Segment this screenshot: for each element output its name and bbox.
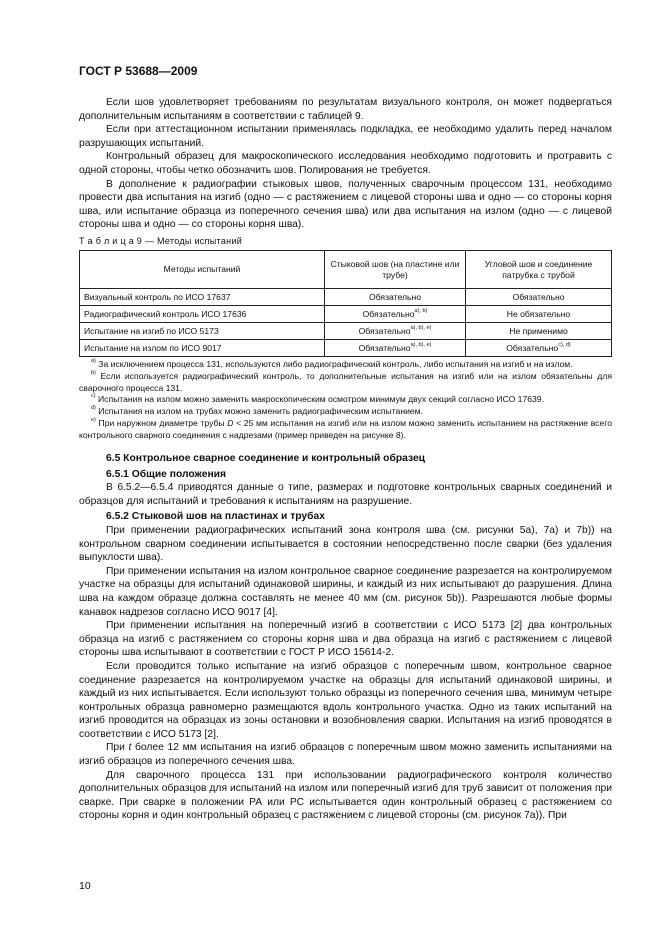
footnote-text: При наружном диаметре трубы (98, 417, 228, 428)
method-cell: Испытание на излом по ИСО 9017 (80, 340, 325, 357)
fillet-weld-cell (466, 306, 612, 323)
section-6-5 (79, 452, 612, 823)
text-run: При (106, 742, 129, 754)
cell-value: Обязательно (369, 292, 421, 302)
fillet-weld-cell (466, 340, 612, 357)
subsection-heading: 6.5.2 Стыковой шов на пластинах и трубах (106, 511, 325, 523)
footnote (79, 371, 612, 395)
footnote-text: За исключением процесса 131, используются либо радиографический контроль, либо испытания на изгиб и на излом. (98, 359, 573, 369)
footnote-ref: a), b) (414, 308, 428, 314)
footnote (79, 394, 612, 406)
paragraph: При применении радиографических испытаний зона контроля шва (см. рисунки 5а), 7а) и 7b)) на контрольном сварном соединении испытывается в состоянии непосредственно после сварки (без удаления выпуклости шва). (79, 524, 612, 564)
footnote (79, 406, 612, 418)
cell-value: Обязательно (512, 292, 565, 302)
footnote-text: < 25 мм испытания на изгиб или на излом можно заменить испытанием на растяжение всего контрольного сварного соединения с надрезами (пример приведен на рисунке 8). (79, 417, 612, 440)
variable-t: t (128, 742, 132, 754)
subsection-heading: 6.5.1 Общие положения (106, 468, 226, 480)
cell-value: Не обязательно (506, 309, 571, 319)
section-heading: 6.5 Контрольное сварное соединение и контрольный образец (106, 453, 426, 464)
cell-value: Обязательно (362, 309, 415, 319)
page-number: 10 (79, 880, 91, 892)
footnote-ref: a), b), e) (410, 342, 432, 348)
footnote-mark: b) (91, 369, 96, 376)
paragraph: При применении испытания на поперечный изгиб в соответствии с ИСО 5173 [2] два контрольных образца на изгиб с растяжением со стороны корня шва и два образца на изгиб с растяжением с лицевой стороны шва испытывают в соответствии с ГОСТ Р ИСО 15614-2. (79, 620, 612, 659)
paragraph (79, 741, 612, 768)
footnote-mark: c) (91, 393, 96, 400)
table-caption: Т а б л и ц а 9 — Методы испытаний (79, 236, 243, 246)
paragraph: Если проводится только испытание на изгиб образцов с поперечным швом, контрольное сварное соединение разрезается на контролируемом участке на образцы для испытаний одинаковой ширины, и каждый из них испытывается. Если используют только образцы из поперечного сечения шва, минимум четыре контрольных образца равномерно размещаются вдоль контрольного участка. Одно из таких испытаний на изгиб проводится на образцах из зоны остановки и возобновления сварки. Испытания на изгиб проводятся в соответствии с ИСО 5173 [2]. (79, 660, 612, 740)
table-row (80, 289, 612, 306)
footnote (79, 359, 612, 371)
butt-weld-cell (325, 289, 466, 306)
footnote-ref: a), b), e) (410, 325, 432, 331)
document-header: ГОСТ Р 53688—2009 (79, 64, 198, 78)
table-row (80, 340, 612, 357)
paragraph: В дополнение к радиографии стыковых швов, полученных сварочным процессом 131, необходимо провести два испытания на изгиб (одно — с растяжением с лицевой стороны шва и одно — со стороны корня шва, или испытание образца из поперечного сечения шва) или два испытания на излом (одно — с лицевой стороны шва и одно — со стороны корня шва). (79, 178, 612, 231)
fillet-weld-cell (466, 289, 612, 306)
test-methods-table (79, 250, 612, 357)
cell-value: Не применимо (509, 326, 568, 336)
table-row (80, 306, 612, 323)
footnote-mark: d) (91, 405, 96, 412)
table-header-row (80, 251, 612, 289)
method-cell: Визуальный контроль по ИСО 17637 (80, 289, 325, 306)
paragraph: Если при аттестационном испытании применялась подкладка, ее необходимо удалить перед началом разрушающих испытаний. (79, 124, 612, 149)
butt-weld-cell (325, 340, 466, 357)
footnote-text: Испытания на излом можно заменить макроскопическим осмотром минимум двух секций согласно ИСО 17639. (97, 394, 544, 405)
intro-text (79, 96, 612, 232)
cell-value: Обязательно (358, 326, 411, 336)
cell-value: Обязательно (358, 343, 411, 353)
footnote (79, 418, 612, 442)
paragraph: Контрольный образец для макроскопического исследования необходимо подготовить и протравить с одной стороны, чтобы четко обозначить шов. Полирования не требуется. (79, 151, 612, 176)
method-cell: Радиографический контроль ИСО 17636 (80, 306, 325, 323)
footnote-ref: c), d) (558, 342, 571, 348)
footnote-mark: a) (91, 358, 96, 364)
variable-d: D (227, 417, 234, 428)
fillet-weld-cell (466, 323, 612, 340)
cell-value: Обязательно (506, 343, 559, 353)
table-row (80, 323, 612, 340)
column-header: Методы испытаний (80, 251, 325, 289)
column-header: Стыковой шов (на пластине или трубе) (325, 251, 466, 289)
paragraph: Если шов удовлетворяет требованиям по результатам визуального контроля, он может подвергаться дополнительным испытаниям в соответствии с таблицей 9. (79, 97, 612, 122)
footnote-text: Если используется радиографический контроль, то дополнительные испытания на изгиб или на излом обязательны для сварочного процесса 131. (79, 370, 612, 393)
paragraph: При применении испытания на излом контрольное сварное соединение разрезается на контролируемом участке на образцы для испытаний одинаковой ширины, и каждый из них испытывают до разрушения. Длина шва на каждом образце должна составлять не менее 40 мм (см. рисунок 5b)). Разрешаются любые формы канавок надрезов согласно ИСО 9017 [4]. (79, 565, 612, 618)
text-run: более 12 мм испытания на изгиб образцов с поперечным швом можно заменить испытаниями на изгиб образцов из поперечного сечения шва. (79, 742, 612, 768)
footnote-text: Испытания на излом на трубах можно заменить радиографическим испытанием. (98, 406, 423, 417)
butt-weld-cell (325, 323, 466, 340)
method-cell: Испытание на изгиб по ИСО 5173 (80, 323, 325, 340)
footnote-mark: e) (91, 416, 96, 423)
table-footnotes (79, 359, 612, 442)
column-header: Угловой шов и соединение патрубка с трубой (466, 251, 612, 289)
butt-weld-cell (325, 306, 466, 323)
paragraph: В 6.5.2—6.5.4 приводятся данные о типе, размерах и подготовке контрольных сварных соединений и образцов для испытаний и требования к испытаниям на разрушение. (79, 482, 612, 507)
paragraph: Для сварочного процесса 131 при использовании радиографического контроля количество дополнительных образцов для испытаний на излом или поперечный изгиб для труб зависит от положения при сварке. При сварке в положении РА или РС испытывается один контрольный образец с растяжением со стороны корня и один контрольный образец с растяжением с лицевой стороны (см. рисунок 7а)). При (79, 769, 612, 822)
